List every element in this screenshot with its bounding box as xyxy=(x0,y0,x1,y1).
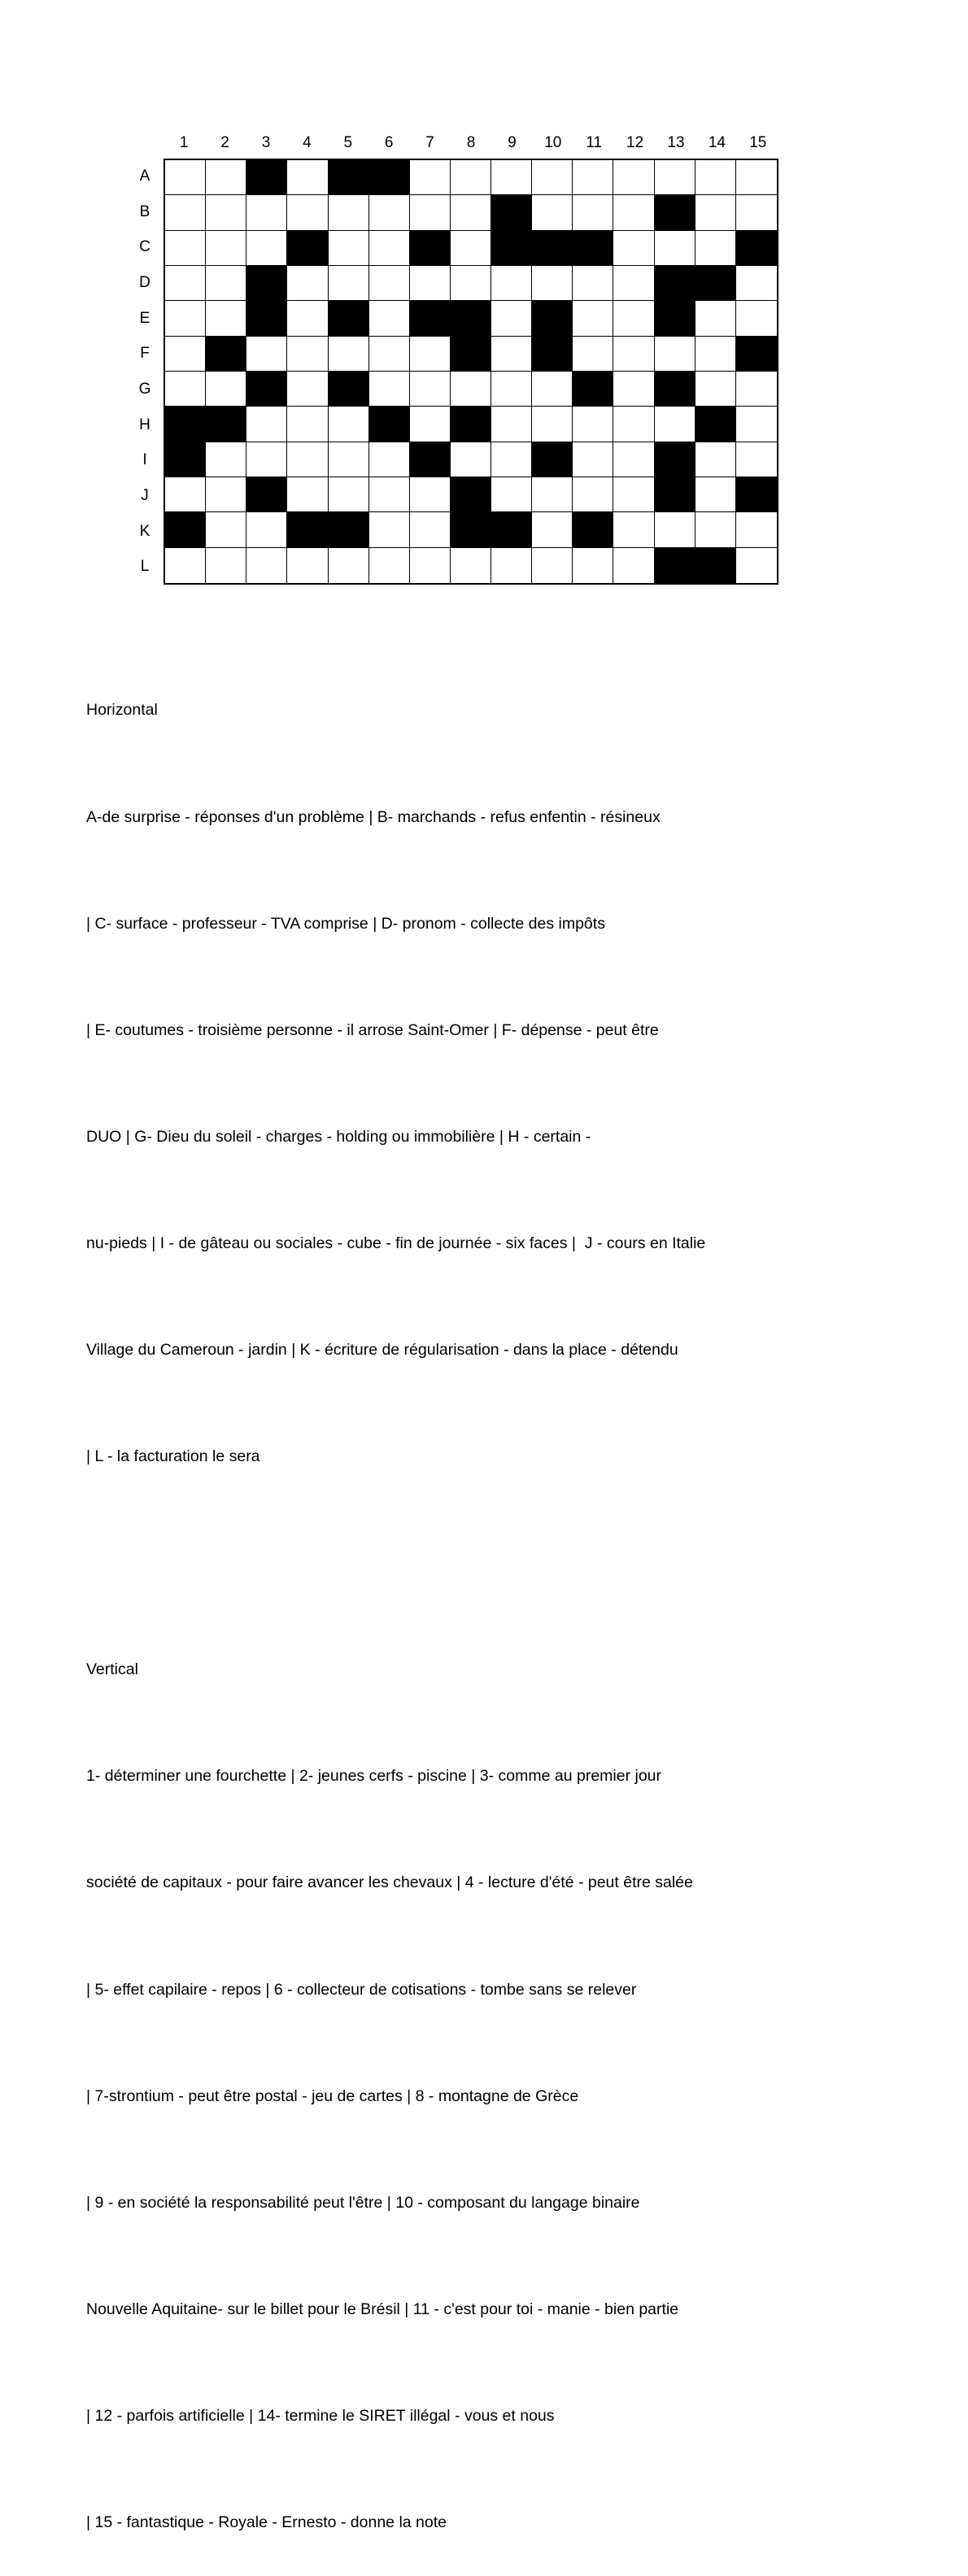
white-cell[interactable] xyxy=(491,337,532,372)
white-cell[interactable] xyxy=(613,548,654,583)
vertical-clue-line: | 15 - fantastique - Royale - Ernesto - donne la note xyxy=(86,2513,447,2531)
column-header: 8 xyxy=(466,134,476,151)
white-cell[interactable] xyxy=(246,442,287,477)
horizontal-heading: Horizontal xyxy=(86,701,158,720)
white-cell[interactable] xyxy=(287,442,328,477)
black-cell xyxy=(655,301,695,336)
white-cell[interactable] xyxy=(165,548,206,583)
vertical-clue-line: | 12 - parfois artificielle | 14- termine le SIRET illégal - vous et nous xyxy=(86,2406,555,2425)
white-cell[interactable] xyxy=(369,337,410,372)
black-cell xyxy=(736,337,777,372)
black-cell xyxy=(369,407,410,442)
white-cell[interactable] xyxy=(573,548,613,583)
crossword-grid xyxy=(164,159,778,585)
black-cell xyxy=(655,266,695,301)
black-cell xyxy=(695,407,736,442)
column-header: 13 xyxy=(667,134,685,151)
white-cell[interactable] xyxy=(532,407,573,442)
horizontal-clue-line: Village du Cameroun - jardin | K - écriture de régularisation - dans la place - détendu xyxy=(86,1340,678,1359)
white-cell[interactable] xyxy=(573,266,613,301)
row-header: C xyxy=(139,238,150,256)
column-header: 1 xyxy=(179,134,189,151)
black-cell xyxy=(165,407,206,442)
white-cell[interactable] xyxy=(246,548,287,583)
white-cell[interactable] xyxy=(206,372,246,407)
white-cell[interactable] xyxy=(655,231,695,266)
row-header: F xyxy=(140,345,150,363)
column-header: 15 xyxy=(749,134,767,151)
white-cell[interactable] xyxy=(491,372,532,407)
white-cell[interactable] xyxy=(287,301,328,336)
white-cell[interactable] xyxy=(206,512,246,547)
white-cell[interactable] xyxy=(410,160,451,195)
black-cell xyxy=(655,195,695,230)
white-cell[interactable] xyxy=(736,512,777,547)
white-cell[interactable] xyxy=(369,231,410,266)
white-cell[interactable] xyxy=(165,195,206,230)
white-cell[interactable] xyxy=(206,231,246,266)
white-cell[interactable] xyxy=(736,548,777,583)
white-cell[interactable] xyxy=(206,266,246,301)
white-cell[interactable] xyxy=(287,160,328,195)
vertical-clue-line: | 9 - en société la responsabilité peut l'être | 10 - composant du langage binaire xyxy=(86,2193,640,2212)
black-cell xyxy=(206,337,246,372)
white-cell[interactable] xyxy=(369,512,410,547)
black-cell xyxy=(246,266,287,301)
white-cell[interactable] xyxy=(165,160,206,195)
black-cell xyxy=(451,512,491,547)
black-cell xyxy=(695,266,736,301)
black-cell xyxy=(329,160,369,195)
black-cell xyxy=(329,372,369,407)
black-cell xyxy=(246,477,287,512)
black-cell xyxy=(655,372,695,407)
column-header: 4 xyxy=(303,134,312,151)
black-cell xyxy=(369,160,410,195)
white-cell[interactable] xyxy=(165,301,206,336)
white-cell[interactable] xyxy=(329,231,369,266)
white-cell[interactable] xyxy=(410,195,451,230)
white-cell[interactable] xyxy=(695,477,736,512)
white-cell[interactable] xyxy=(246,337,287,372)
column-header: 2 xyxy=(220,134,229,151)
black-cell xyxy=(206,407,246,442)
vertical-clue-line: | 5- effet capilaire - repos | 6 - collecteur de cotisations - tombe sans se relever xyxy=(86,1980,637,1999)
white-cell[interactable] xyxy=(613,301,654,336)
white-cell[interactable] xyxy=(613,195,654,230)
white-cell[interactable] xyxy=(369,301,410,336)
white-cell[interactable] xyxy=(369,372,410,407)
white-cell[interactable] xyxy=(736,160,777,195)
black-cell xyxy=(451,477,491,512)
black-cell xyxy=(655,548,695,583)
clues-section xyxy=(86,622,900,2576)
black-cell xyxy=(410,231,451,266)
white-cell[interactable] xyxy=(532,512,573,547)
white-cell[interactable] xyxy=(206,195,246,230)
column-header: 6 xyxy=(384,134,394,151)
black-cell xyxy=(532,337,573,372)
white-cell[interactable] xyxy=(491,477,532,512)
white-cell[interactable] xyxy=(451,266,491,301)
white-cell[interactable] xyxy=(451,231,491,266)
black-cell xyxy=(736,231,777,266)
black-cell xyxy=(451,301,491,336)
white-cell[interactable] xyxy=(246,195,287,230)
white-cell[interactable] xyxy=(287,337,328,372)
black-cell xyxy=(451,407,491,442)
row-header: D xyxy=(139,273,150,291)
white-cell[interactable] xyxy=(206,301,246,336)
white-cell[interactable] xyxy=(165,231,206,266)
white-cell[interactable] xyxy=(655,337,695,372)
column-header: 9 xyxy=(508,134,517,151)
black-cell xyxy=(491,231,532,266)
white-cell[interactable] xyxy=(695,160,736,195)
black-cell xyxy=(736,477,777,512)
white-cell[interactable] xyxy=(287,548,328,583)
row-header: H xyxy=(139,416,150,433)
section-spacer xyxy=(86,1546,900,1582)
white-cell[interactable] xyxy=(736,195,777,230)
white-cell[interactable] xyxy=(369,442,410,477)
horizontal-clue-line: nu-pieds | I - de gâteau ou sociales - cube - fin de journée - six faces | J - cours en Italie xyxy=(86,1234,706,1252)
white-cell[interactable] xyxy=(491,266,532,301)
white-cell[interactable] xyxy=(573,337,613,372)
black-cell xyxy=(491,195,532,230)
black-cell xyxy=(165,512,206,547)
black-cell xyxy=(329,301,369,336)
black-cell xyxy=(532,301,573,336)
white-cell[interactable] xyxy=(410,266,451,301)
white-cell[interactable] xyxy=(532,195,573,230)
white-cell[interactable] xyxy=(451,442,491,477)
white-cell[interactable] xyxy=(695,195,736,230)
black-cell xyxy=(573,231,613,266)
white-cell[interactable] xyxy=(410,548,451,583)
white-cell[interactable] xyxy=(613,337,654,372)
white-cell[interactable] xyxy=(695,372,736,407)
white-cell[interactable] xyxy=(369,477,410,512)
white-cell[interactable] xyxy=(573,301,613,336)
white-cell[interactable] xyxy=(206,160,246,195)
white-cell[interactable] xyxy=(451,195,491,230)
column-header: 7 xyxy=(425,134,434,151)
white-cell[interactable] xyxy=(532,266,573,301)
white-cell[interactable] xyxy=(329,266,369,301)
white-cell[interactable] xyxy=(246,407,287,442)
white-cell[interactable] xyxy=(206,442,246,477)
white-cell[interactable] xyxy=(287,407,328,442)
black-cell xyxy=(246,301,287,336)
white-cell[interactable] xyxy=(613,372,654,407)
white-cell[interactable] xyxy=(736,266,777,301)
white-cell[interactable] xyxy=(736,372,777,407)
vertical-clue-line: Nouvelle Aquitaine- sur le billet pour le Brésil | 11 - c'est pour toi - manie - bien partie xyxy=(86,2300,679,2318)
black-cell xyxy=(573,512,613,547)
row-header: I xyxy=(142,451,147,469)
white-cell[interactable] xyxy=(613,512,654,547)
white-cell[interactable] xyxy=(451,160,491,195)
column-header: 10 xyxy=(544,134,562,151)
white-cell[interactable] xyxy=(329,337,369,372)
white-cell[interactable] xyxy=(246,231,287,266)
black-cell xyxy=(451,337,491,372)
white-cell[interactable] xyxy=(491,442,532,477)
horizontal-clue-line: | E- coutumes - troisième personne - il arrose Saint-Omer | F- dépense - peut être xyxy=(86,1020,659,1039)
white-cell[interactable] xyxy=(410,372,451,407)
white-cell[interactable] xyxy=(532,372,573,407)
white-cell[interactable] xyxy=(165,477,206,512)
column-header: 5 xyxy=(343,134,353,151)
black-cell xyxy=(491,512,532,547)
white-cell[interactable] xyxy=(369,266,410,301)
black-cell xyxy=(695,548,736,583)
white-cell[interactable] xyxy=(695,442,736,477)
white-cell[interactable] xyxy=(369,195,410,230)
column-header: 3 xyxy=(261,134,271,151)
white-cell[interactable] xyxy=(655,407,695,442)
black-cell xyxy=(655,442,695,477)
white-cell[interactable] xyxy=(573,407,613,442)
row-header: L xyxy=(140,558,150,576)
white-cell[interactable] xyxy=(695,231,736,266)
white-cell[interactable] xyxy=(491,160,532,195)
white-cell[interactable] xyxy=(206,548,246,583)
vertical-clue-line: société de capitaux - pour faire avancer les chevaux | 4 - lecture d'été - peut être salée xyxy=(86,1873,693,1892)
white-cell[interactable] xyxy=(613,477,654,512)
vertical-clue-line: 1- déterminer une fourchette | 2- jeunes cerfs - piscine | 3- comme au premier jour xyxy=(86,1767,662,1786)
white-cell[interactable] xyxy=(613,266,654,301)
white-cell[interactable] xyxy=(287,266,328,301)
horizontal-clue-line: | L - la facturation le sera xyxy=(86,1447,260,1466)
row-header: B xyxy=(139,202,150,220)
crossword-area xyxy=(0,0,968,602)
white-cell[interactable] xyxy=(165,372,206,407)
horizontal-clue-line: A-de surprise - réponses d'un problème | B- marchands - refus enfentin - résineux xyxy=(86,807,661,826)
vertical-clue-line: | 7-strontium - peut être postal - jeu de cartes | 8 - montagne de Grèce xyxy=(86,2086,579,2105)
white-cell[interactable] xyxy=(165,337,206,372)
black-cell xyxy=(246,160,287,195)
black-cell xyxy=(655,477,695,512)
black-cell xyxy=(573,372,613,407)
white-cell[interactable] xyxy=(655,160,695,195)
white-cell[interactable] xyxy=(613,231,654,266)
white-cell[interactable] xyxy=(410,337,451,372)
black-cell xyxy=(329,512,369,547)
black-cell xyxy=(165,442,206,477)
white-cell[interactable] xyxy=(613,407,654,442)
row-header: G xyxy=(138,380,151,398)
horizontal-clue-line: | C- surface - professeur - TVA comprise | D- pronom - collecte des impôts xyxy=(86,914,605,933)
black-cell xyxy=(246,372,287,407)
white-cell[interactable] xyxy=(695,301,736,336)
row-header: E xyxy=(139,309,150,327)
white-cell[interactable] xyxy=(491,407,532,442)
white-cell[interactable] xyxy=(573,195,613,230)
white-cell[interactable] xyxy=(491,301,532,336)
white-cell[interactable] xyxy=(573,442,613,477)
white-cell[interactable] xyxy=(695,337,736,372)
column-header: 14 xyxy=(708,134,726,151)
black-cell xyxy=(287,231,328,266)
white-cell[interactable] xyxy=(613,442,654,477)
white-cell[interactable] xyxy=(287,195,328,230)
row-header: J xyxy=(141,486,149,504)
white-cell[interactable] xyxy=(573,477,613,512)
vertical-heading: Vertical xyxy=(86,1660,138,1679)
horizontal-clue-line: DUO | G- Dieu du soleil - charges - holding ou immobilière | H - certain - xyxy=(86,1127,591,1146)
white-cell[interactable] xyxy=(246,512,287,547)
white-cell[interactable] xyxy=(369,548,410,583)
white-cell[interactable] xyxy=(451,372,491,407)
white-cell[interactable] xyxy=(410,477,451,512)
white-cell[interactable] xyxy=(206,477,246,512)
white-cell[interactable] xyxy=(329,407,369,442)
black-cell xyxy=(532,231,573,266)
column-header: 11 xyxy=(586,134,603,151)
white-cell[interactable] xyxy=(329,195,369,230)
white-cell[interactable] xyxy=(532,477,573,512)
white-cell[interactable] xyxy=(655,512,695,547)
white-cell[interactable] xyxy=(532,160,573,195)
column-header: 12 xyxy=(626,134,644,151)
white-cell[interactable] xyxy=(165,266,206,301)
row-header: A xyxy=(139,167,150,185)
white-cell[interactable] xyxy=(736,301,777,336)
white-cell[interactable] xyxy=(451,548,491,583)
white-cell[interactable] xyxy=(287,477,328,512)
white-cell[interactable] xyxy=(329,477,369,512)
white-cell[interactable] xyxy=(736,407,777,442)
white-cell[interactable] xyxy=(329,548,369,583)
row-header: K xyxy=(139,522,150,540)
white-cell[interactable] xyxy=(410,512,451,547)
white-cell[interactable] xyxy=(329,442,369,477)
white-cell[interactable] xyxy=(491,548,532,583)
white-cell[interactable] xyxy=(287,372,328,407)
white-cell[interactable] xyxy=(736,442,777,477)
black-cell xyxy=(287,512,328,547)
black-cell xyxy=(410,442,451,477)
black-cell xyxy=(410,301,451,336)
white-cell[interactable] xyxy=(613,160,654,195)
white-cell[interactable] xyxy=(573,160,613,195)
white-cell[interactable] xyxy=(695,512,736,547)
black-cell xyxy=(532,442,573,477)
white-cell[interactable] xyxy=(410,407,451,442)
white-cell[interactable] xyxy=(532,548,573,583)
